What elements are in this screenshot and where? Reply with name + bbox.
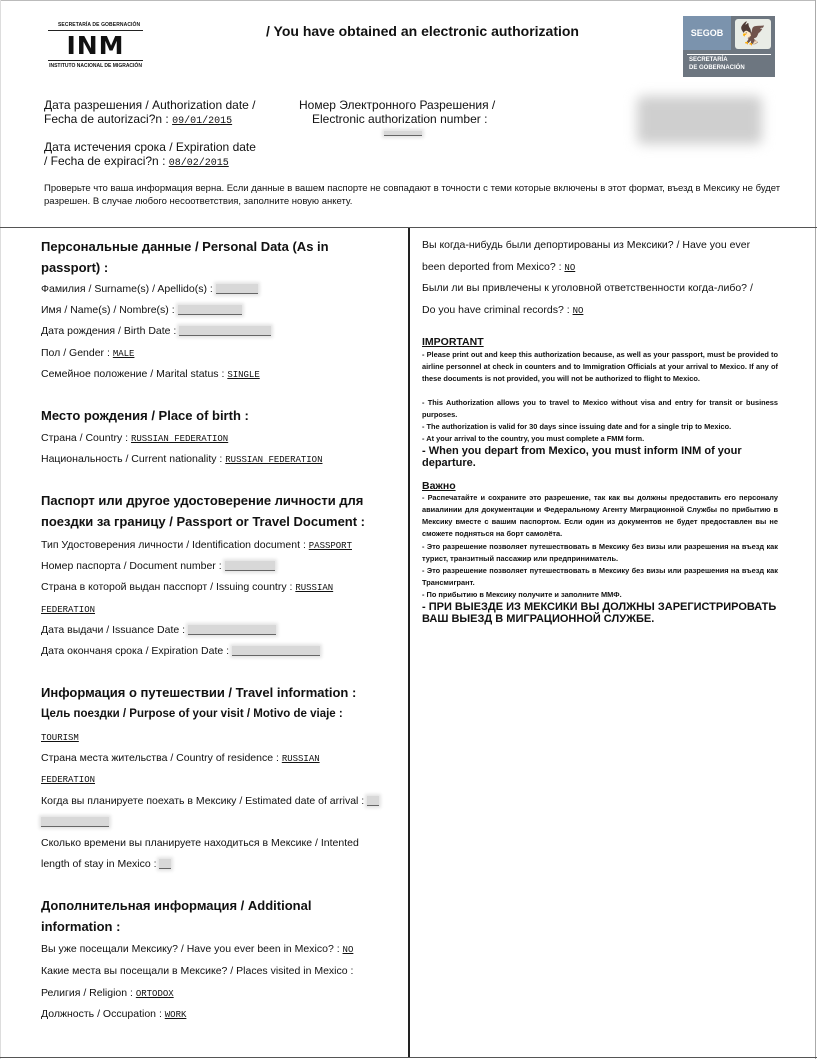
mexican-seal-icon: 🦅 (735, 19, 771, 49)
visited-mexico-value: NO (342, 945, 354, 955)
authorization-date-label-2: Fecha de autorizaci?n : (44, 112, 169, 126)
document-number-label: Номер паспорта / Document number : (41, 560, 222, 572)
authorization-number-label: Номер Электронного Разрешения / (299, 98, 496, 112)
authorization-date-value: 09/01/2015 (172, 116, 233, 127)
verification-warning: Проверьте что ваша информация верна. Если данные в вашем паспорте не совпадают в точности с теми которые включены в этот формат, въезд в Мексику не будет разрешен. В случае любого несоответствия, заполните новую анкету. (44, 183, 781, 207)
important-ru-paragraph-4: - По прибытию в Мексику получите и заполните ММФ. (422, 590, 622, 599)
deported-question-label-2: been deported from Mexico? : (422, 261, 562, 273)
occupation-row (41, 1007, 186, 1022)
bottom-border (0, 1057, 817, 1058)
redacted-name (178, 305, 242, 315)
occupation-value: WORK (164, 1010, 187, 1020)
deported-question-row (422, 260, 575, 275)
purpose-value: TOURISM (41, 733, 79, 743)
surname-row (41, 282, 258, 296)
redacted-passport-expiration (232, 646, 320, 656)
redacted-issuance-date (188, 625, 276, 635)
religion-value: ORTODOX (135, 989, 174, 999)
criminal-question-row (422, 303, 583, 318)
arrival-date-row (41, 794, 379, 808)
important-paragraph-4: - At your arrival to the country, you must complete a FMM form. (422, 434, 645, 443)
nationality-value: RUSSIAN FEDERATION (225, 455, 323, 465)
page-border-left (0, 0, 1, 1059)
document-title: / You have obtained an electronic authorization (266, 23, 579, 39)
residence-value-2: FEDERATION (41, 775, 96, 785)
id-document-value: PASSPORT (308, 541, 352, 551)
passport-title-line-2: поездки за границу / Passport or Travel Document : (41, 514, 366, 529)
criminal-question-label: Были ли вы привлечены к уголовной ответственности когда-либо? / (422, 282, 753, 294)
redacted-stay-length (159, 859, 171, 869)
issuing-country-label: Страна в которой выдан пасспорт / Issuing country : (41, 581, 293, 593)
nationality-label: Национальность / Current nationality : (41, 453, 223, 465)
stay-length-label-2: length of stay in Mexico : (41, 858, 157, 870)
segob-label: SEGOB (683, 16, 731, 50)
segob-divider (687, 54, 771, 55)
birth-country-label: Страна / Country : (41, 432, 129, 444)
name-row (41, 303, 242, 317)
issuance-date-row (41, 623, 276, 637)
expiration-date-label-2: / Fecha de expiraci?n : (44, 154, 166, 168)
stay-length-label: Сколько времени вы планируете находиться в Мексике / Intented (41, 837, 359, 849)
important-title: IMPORTANT (422, 336, 484, 348)
important-ru-paragraph-3: - Это разрешение позволяет путешествовать в Мексику без визы или разрешения на въезд как Трансмигрант. (422, 566, 778, 587)
deported-value: NO (564, 263, 576, 273)
occupation-label: Должность / Occupation : (41, 1008, 162, 1020)
important-paragraph-5: - When you depart from Mexico, you must inform INM of your departure. (422, 445, 742, 469)
segob-subtitle-line-2: DE GOBERNACIÓN (689, 65, 745, 71)
inm-logo-top-text: SECRETARÍA DE GOBERNACIÓN (58, 22, 141, 28)
places-visited-row (41, 964, 353, 978)
passport-expiration-label: Дата окончаня срока / Expiration Date : (41, 645, 230, 657)
issuance-date-label: Дата выдачи / Issuance Date : (41, 624, 186, 636)
personal-data-title-line-2: passport) : (41, 260, 109, 275)
redacted-surname (216, 284, 258, 294)
segob-subtitle (689, 56, 745, 72)
personal-data-title (41, 236, 329, 278)
expiration-date (44, 140, 256, 171)
segob-subtitle-line-1: SECRETARÍA (689, 57, 728, 63)
gender-row (41, 346, 134, 361)
segob-logo (683, 16, 775, 77)
deported-question-label: Вы когда-нибудь были депортированы из Мексики? / Have you ever (422, 239, 751, 251)
redacted-birth-date (179, 326, 271, 336)
redacted-arrival-date-2 (41, 817, 109, 827)
personal-data-title-line-1: Персональные данные / Personal Data (As in (41, 239, 329, 254)
residence-label: Страна места жительства / Country of residence : (41, 752, 279, 764)
id-document-row (41, 538, 352, 553)
inm-logo-rule (48, 60, 143, 61)
places-visited-label: Какие места вы посещали в Мексике? / Places visited in Mexico : (41, 965, 354, 977)
issuing-country-row (41, 580, 333, 595)
nationality-row (41, 452, 322, 467)
important-ru-paragraph-5: - ПРИ ВЫЕЗДЕ ИЗ МЕКСИКИ ВЫ ДОЛЖНЫ ЗАРЕГИСТРИРОВАТЬ ВАШ ВЫЕЗД В МИГРАЦИОННОЙ СЛУЖБЕ. (422, 601, 777, 625)
residence-value: RUSSIAN (281, 754, 320, 764)
authorization-date-label: Дата разрешения / Authorization date / (44, 98, 256, 112)
inm-logo-bottom-text: INSTITUTO NACIONAL DE MIGRACIÓN (49, 63, 142, 69)
issuing-country-value-2: FEDERATION (41, 605, 96, 615)
important-ru-paragraph-1: - Распечатайте и сохраните это разрешение, так как вы должны предоставить его персоналу авиалинии для документации и Федеральному Агенту Миграционной Службы по прибытию в Мексику вместе с вашим паспортом. Если один из документов не будет предоставлен вы не сможете подняться на борт самолёта. (422, 493, 778, 538)
birth-date-label: Дата рождения / Birth Date : (41, 325, 177, 337)
important-paragraph-2: - This Authorization allows you to travel to Mexico without visa and entry for transit or business purposes. (422, 398, 778, 419)
marital-status-row (41, 367, 260, 382)
marital-status-value: SINGLE (227, 370, 260, 380)
issuing-country-value: RUSSIAN (295, 583, 334, 593)
expiration-date-label: Дата истечения срока / Expiration date (44, 140, 256, 154)
birth-country-value: RUSSIAN FEDERATION (130, 434, 229, 444)
column-divider (408, 228, 410, 1058)
place-of-birth-title: Место рождения / Place of birth : (41, 408, 249, 423)
important-paragraph-1: - Please print out and keep this authorization because, as well as your passport, must be provided to airline personnel at check in counters and to Immigration Officials at your arrival to Mexico. If any of these documents is not provided, you will not be authorized to flight to Mexico. (422, 350, 778, 383)
passport-title-line-1: Паспорт или другое удостоверение личности для (41, 493, 364, 508)
expiration-date-value: 08/02/2015 (168, 158, 229, 169)
stay-length-row (41, 836, 359, 850)
authorization-number-label-2: Electronic authorization number : (312, 112, 488, 126)
page-border-top (0, 0, 816, 1)
arrival-date-label: Когда вы планируете поехать в Мексику / Estimated date of arrival : (41, 795, 365, 807)
arrival-date-row-continued (41, 815, 109, 829)
authorization-date (44, 98, 256, 129)
document-number-row (41, 559, 275, 573)
redacted-photo (637, 96, 762, 144)
issuing-country-row-continued (41, 602, 95, 617)
travel-information-title: Информация о путешествии / Travel information : (41, 685, 357, 700)
gender-label: Пол / Gender : (41, 347, 110, 359)
redacted-arrival-date (367, 796, 379, 806)
important-ru-paragraph-2: - Это разрешение позволяет путешествовать в Мексику без визы или разрешения на въезд как турист, транзитный пассажир или предприниматель. (422, 542, 778, 563)
purpose-label: Цель поездки / Purpose of your visit / Motivo de viaje : (41, 708, 343, 720)
religion-row (41, 986, 174, 1001)
redacted-document-number (225, 561, 275, 571)
residence-row-continued (41, 772, 95, 787)
criminal-value: NO (572, 306, 584, 316)
purpose-row (41, 730, 79, 745)
inm-logo-mark: INM (66, 31, 125, 60)
marital-status-label: Семейное положение / Marital status : (41, 368, 225, 380)
religion-label: Религия / Religion : (41, 987, 133, 999)
passport-title (41, 490, 365, 532)
redacted-authorization-number (384, 131, 422, 136)
gender-value: MALE (112, 349, 135, 359)
birth-country-row (41, 431, 228, 446)
surname-label: Фамилия / Surname(s) / Apellido(s) : (41, 283, 213, 295)
important-ru-title: Важно (422, 480, 456, 492)
criminal-question-label-2: Do you have criminal records? : (422, 304, 570, 316)
residence-row (41, 751, 320, 766)
id-document-label: Тип Удостоверения личности / Identification document : (41, 539, 306, 551)
visited-mexico-row (41, 942, 353, 957)
stay-length-row-continued (41, 857, 171, 871)
additional-information-title (41, 895, 311, 937)
authorization-number (299, 98, 524, 140)
birth-date-row (41, 324, 271, 338)
page-border-right (815, 0, 816, 1059)
visited-mexico-label: Вы уже посещали Мексику? / Have you ever been in Mexico? : (41, 943, 340, 955)
passport-expiration-row (41, 644, 320, 658)
name-label: Имя / Name(s) / Nombre(s) : (41, 304, 175, 316)
inm-logo (48, 22, 143, 68)
additional-information-title-line-1: Дополнительная информация / Additional (41, 898, 312, 913)
important-paragraph-3: - The authorization is valid for 30 days since issuing date and for a single trip to Mexico. (422, 422, 732, 431)
additional-information-title-line-2: information : (41, 919, 121, 934)
